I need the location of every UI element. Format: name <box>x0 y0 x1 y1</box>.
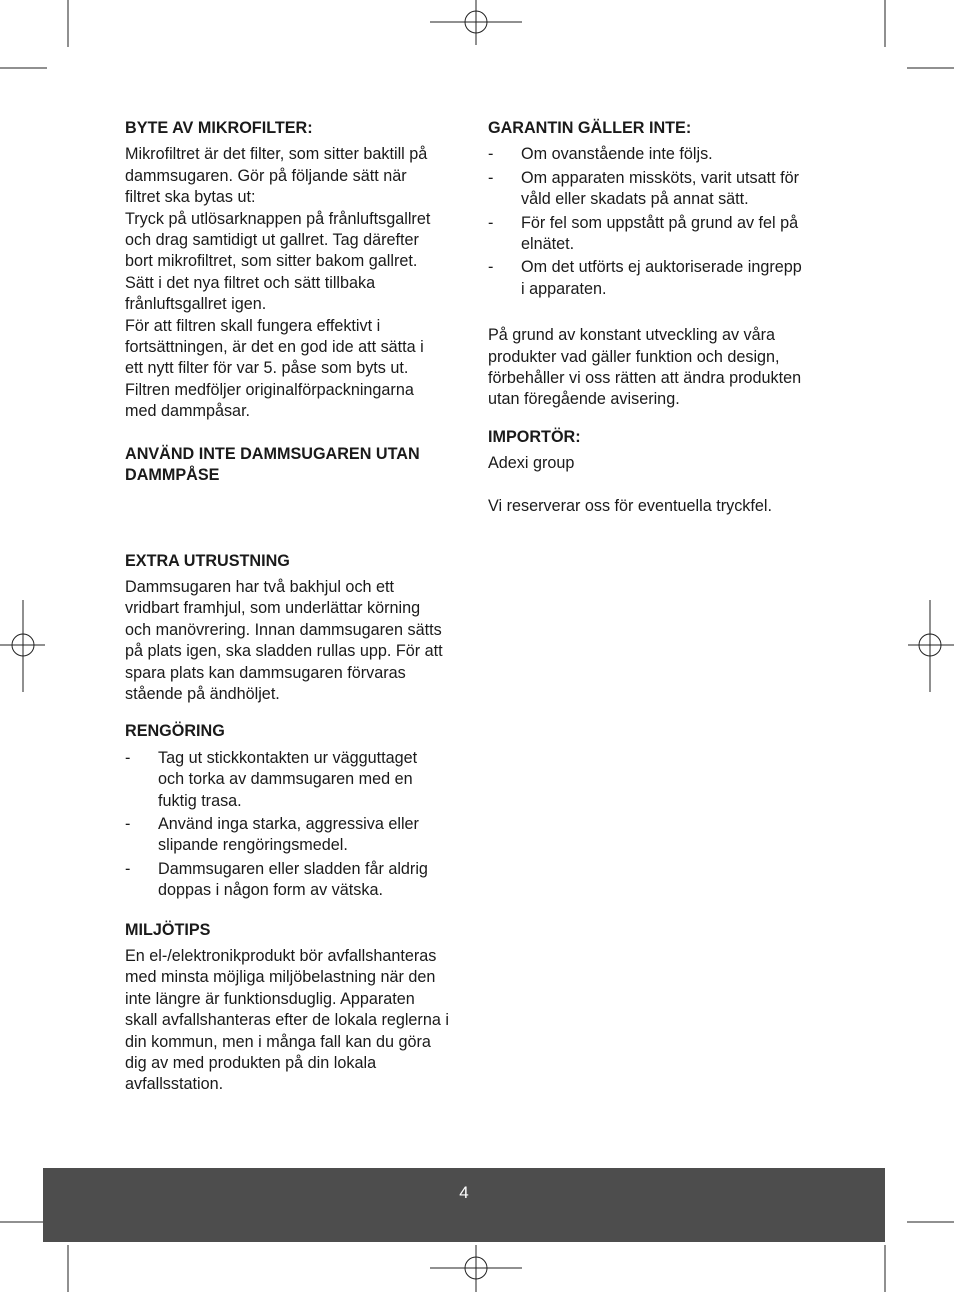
text-line: skall avfallshanteras efter de lokala reglerna i <box>125 1011 449 1030</box>
text-line: förbehåller vi oss rätten att ändra produkten <box>488 369 802 388</box>
text-line: och torka av dammsugaren med en <box>158 770 413 789</box>
right-column <box>488 118 833 517</box>
list-item <box>488 257 833 300</box>
heading-extra-equipment: EXTRA UTRUSTNING <box>125 551 290 570</box>
text-line: doppas i någon form av vätska. <box>158 881 383 900</box>
text-line: stående på ändhöljet. <box>125 684 280 703</box>
text-line: avfallsstation. <box>125 1075 224 1094</box>
bullet-dash: - <box>488 258 494 277</box>
text-line: filtret ska bytas ut: <box>125 188 256 207</box>
footer-bar <box>43 1168 885 1242</box>
text-line: elnätet. <box>521 235 575 254</box>
text-line: produkter vad gäller funktion och design, <box>488 347 780 366</box>
bullet-dash: - <box>488 213 494 232</box>
bullet-dash: - <box>125 748 131 767</box>
text-line: För fel som uppstått på grund av fel på <box>521 213 799 232</box>
bullet-dash: - <box>125 814 131 833</box>
text-line: fuktig trasa. <box>158 791 242 810</box>
text-line: inte längre är funktionsduglig. Apparaten <box>125 989 415 1008</box>
extra-equipment-text <box>125 577 470 705</box>
product-change-notice <box>488 325 833 411</box>
text-line: fortsättningen, är det en god ide att sätta i <box>125 338 424 357</box>
text-line: dig av med produkten på din lokala <box>125 1054 377 1073</box>
text-line: Dammsugaren eller sladden får aldrig <box>158 859 428 878</box>
text-line: i apparaten. <box>521 279 607 298</box>
print-error-disclaimer: Vi reserverar oss för eventuella tryckfel. <box>488 496 772 515</box>
text-line: ANVÄND INTE DAMMSUGAREN UTAN <box>125 444 420 463</box>
heading-importer: IMPORTÖR: <box>488 427 581 446</box>
list-item <box>125 859 470 902</box>
text-line: Sätt i det nya filtret och sätt tillbaka <box>125 273 376 292</box>
text-line: med minsta möjliga miljöbelastning när den <box>125 968 436 987</box>
bullet-dash: - <box>125 859 131 878</box>
text-line: Använd inga starka, aggressiva eller <box>158 814 419 833</box>
text-line: med dammpåsar. <box>125 402 251 421</box>
text-line: dammsugaren. Gör på följande sätt när <box>125 166 407 185</box>
list-item <box>488 168 833 211</box>
text-line: Om ovanstående inte följs. <box>521 145 713 164</box>
importer-name: Adexi group <box>488 454 575 473</box>
cleaning-list <box>125 748 470 902</box>
text-line: på plats igen, ska sladden rullas upp. För att <box>125 642 443 661</box>
heading-cleaning: RENGÖRING <box>125 722 225 741</box>
bullet-dash: - <box>488 145 494 164</box>
environment-tips-text <box>125 946 470 1096</box>
text-line: slipande rengöringsmedel. <box>158 836 348 855</box>
text-line: Dammsugaren har två bakhjul och ett <box>125 577 395 596</box>
text-line: och manövrering. Innan dammsugaren sätts <box>125 620 442 639</box>
heading-filter-change: BYTE AV MIKROFILTER: <box>125 119 313 137</box>
text-line: vridbart framhjul, som underlättar körning <box>125 599 421 618</box>
text-line: utan föregående avisering. <box>488 390 680 409</box>
text-line: din kommun, men i många fall kan du göra <box>125 1032 431 1051</box>
text-line: våld eller skadats på annat sätt. <box>521 190 749 209</box>
list-item <box>488 144 833 165</box>
text-line: Om apparaten missköts, varit utsatt för <box>521 168 799 187</box>
warning-heading <box>125 444 470 487</box>
text-line: frånluftsgallret igen. <box>125 295 267 314</box>
text-line: bort mikrofiltret, som sitter bakom gallret. <box>125 252 418 271</box>
text-line: Tryck på utlösarknappen på frånluftsgallret <box>125 209 431 228</box>
bullet-dash: - <box>488 168 494 187</box>
text-line: ett nytt filter för var 5. påse som byts ut. <box>125 359 409 378</box>
filter-change-text <box>125 144 470 422</box>
left-column <box>125 118 470 1096</box>
list-item <box>125 748 470 812</box>
heading-warranty-exclusions: GARANTIN GÄLLER INTE: <box>488 119 692 137</box>
warranty-list <box>488 144 833 300</box>
text-line: och drag samtidigt ut gallret. Tag därefter <box>125 231 419 250</box>
text-line: spara plats kan dammsugaren förvaras <box>125 663 406 682</box>
text-line: För att filtren skall fungera effektivt i <box>125 316 381 335</box>
text-line: På grund av konstant utveckling av våra <box>488 326 776 345</box>
list-item <box>125 814 470 857</box>
list-item <box>488 213 833 256</box>
text-line: Mikrofiltret är det filter, som sitter baktill på <box>125 145 428 164</box>
text-line: Filtren medföljer originalförpackningarna <box>125 380 414 399</box>
text-line: En el-/elektronikprodukt bör avfallshanteras <box>125 947 437 965</box>
text-line: Tag ut stickkontakten ur vägguttaget <box>158 748 418 767</box>
page-number: 4 <box>459 1183 469 1202</box>
heading-environment-tips: MILJÖTIPS <box>125 920 211 939</box>
text-line: DAMMPÅSE <box>125 466 220 485</box>
text-line: Om det utförts ej auktoriserade ingrepp <box>521 258 802 277</box>
